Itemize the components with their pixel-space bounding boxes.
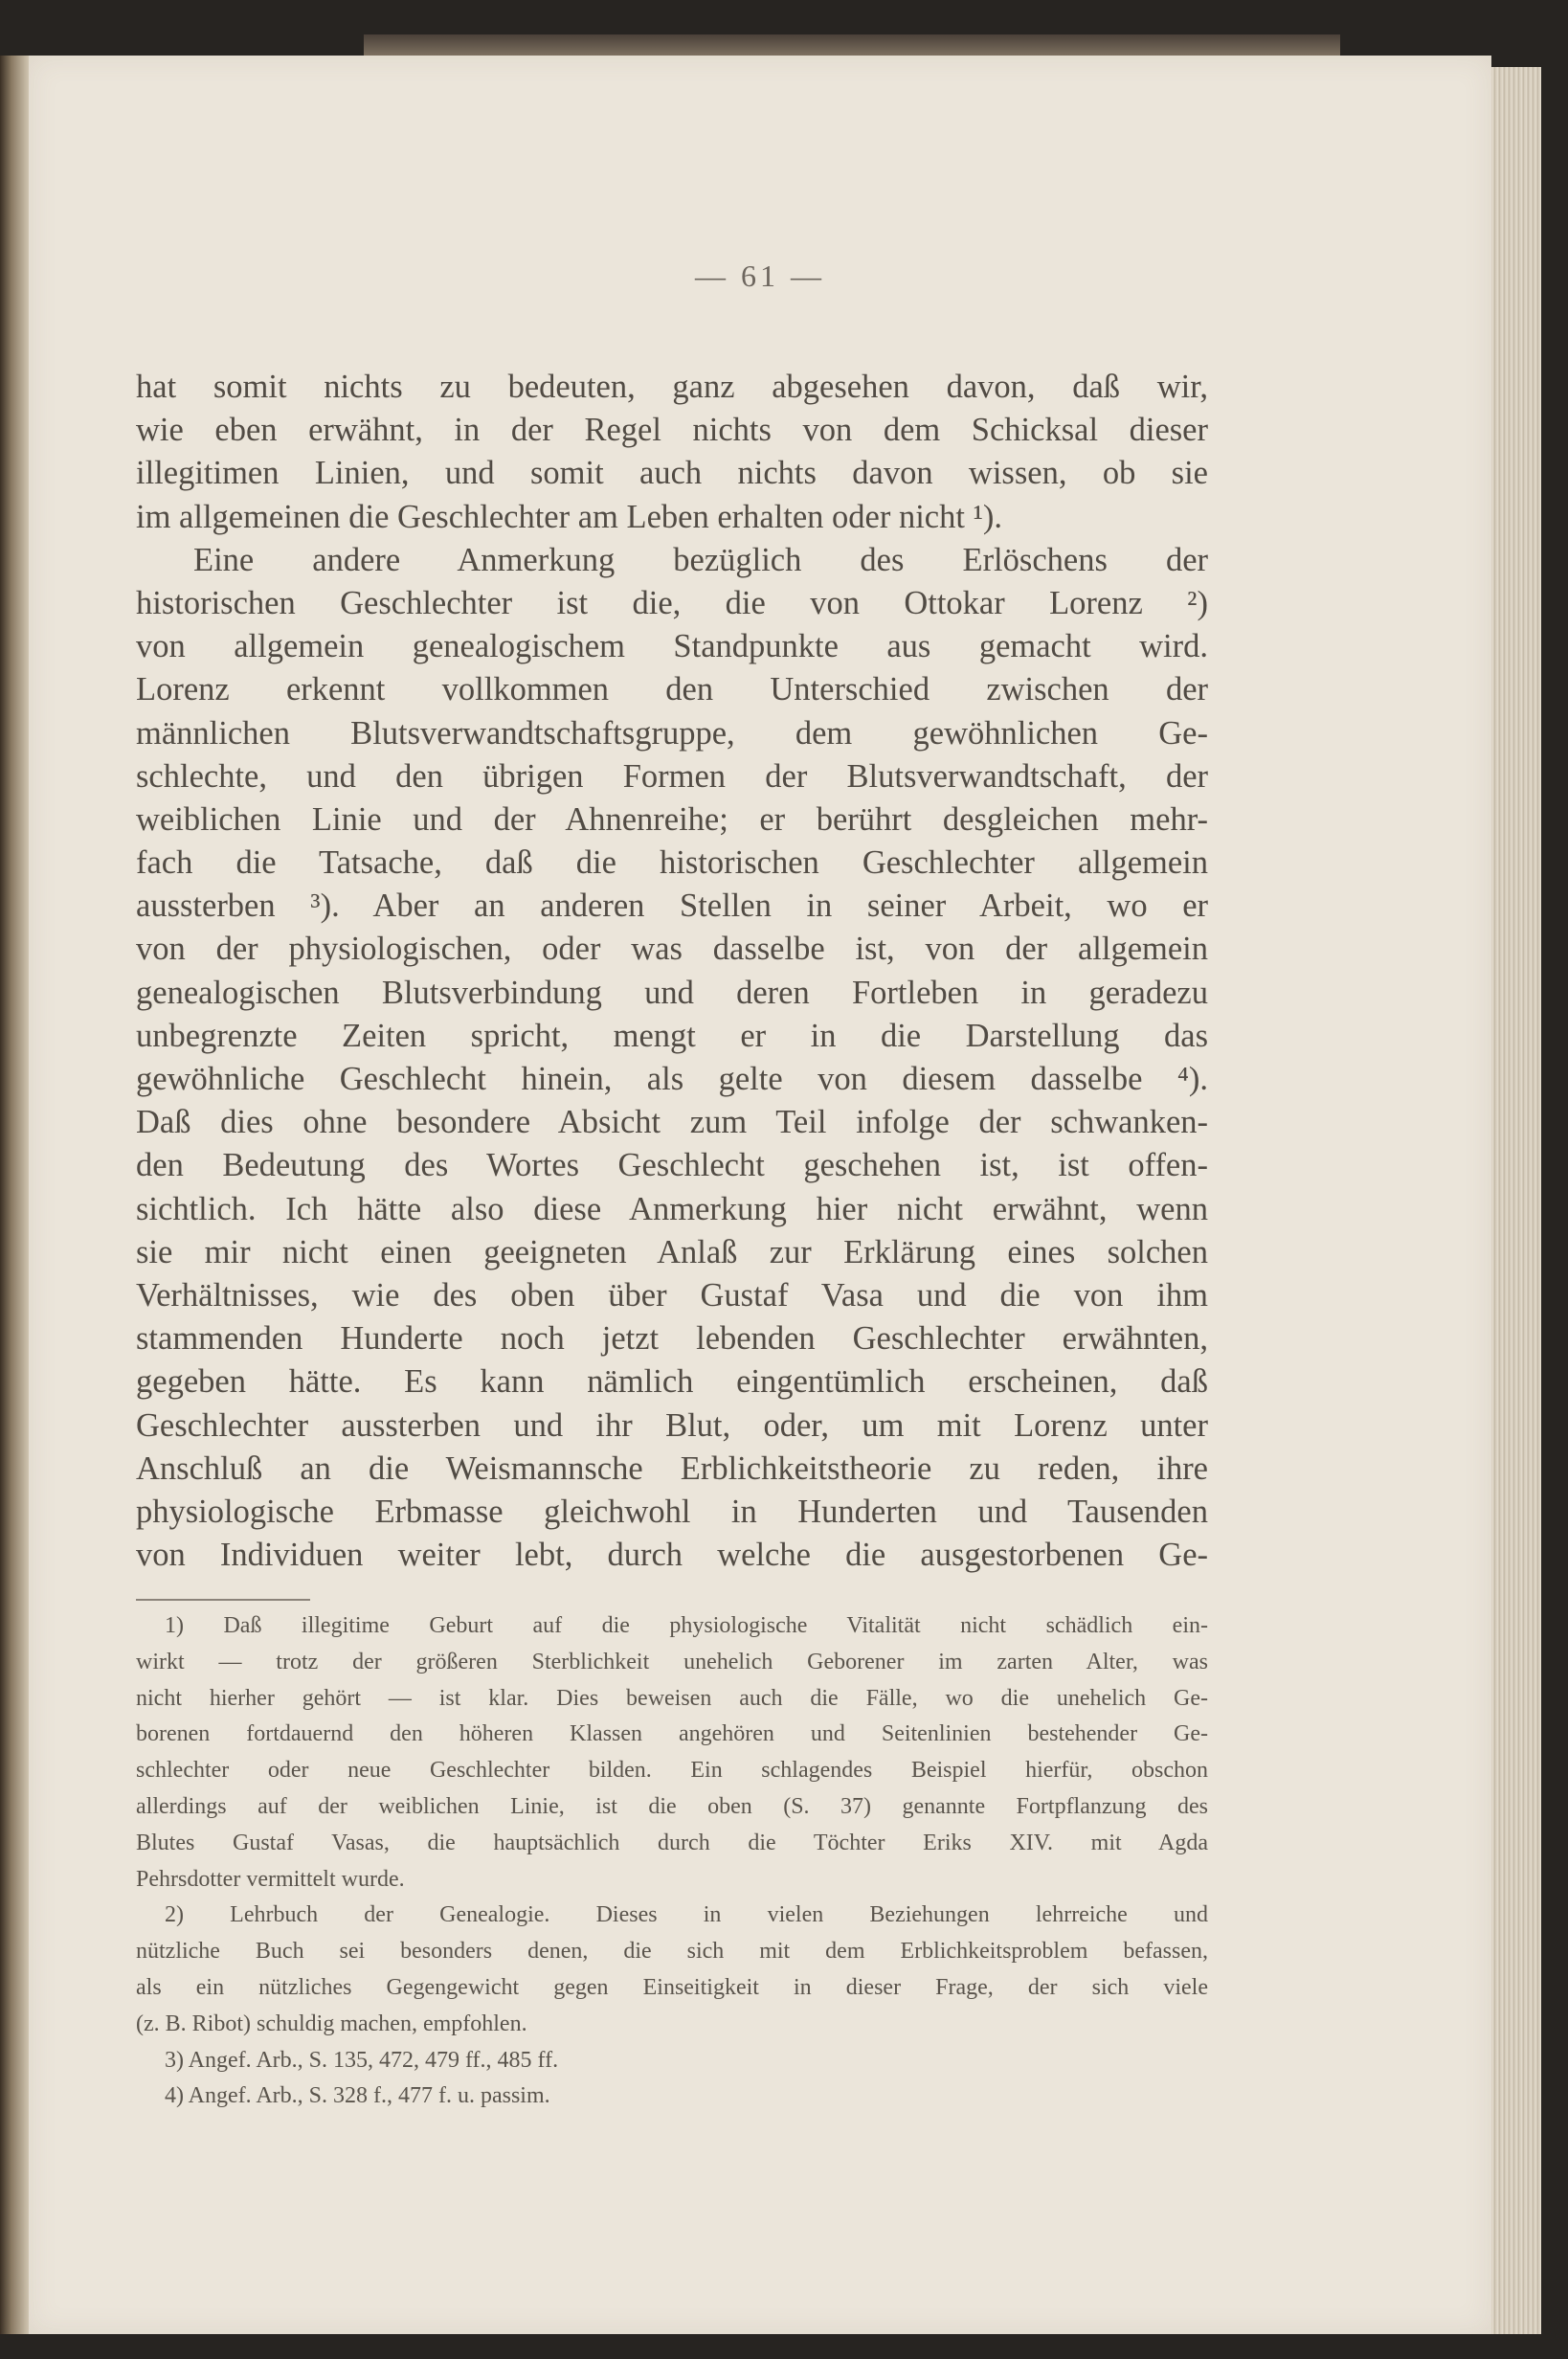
body-line: wie eben erwähnt, in der Regel nichts von dem Schicksal dieser bbox=[136, 412, 1208, 449]
book-page bbox=[29, 56, 1491, 2334]
footnote-divider bbox=[136, 1599, 310, 1601]
body-line: Lorenz erkennt vollkommen den Unterschied zwischen der bbox=[136, 671, 1208, 708]
footnotes bbox=[136, 1608, 1208, 2115]
body-line: Geschlechter aussterben und ihr Blut, oder, um mit Lorenz unter bbox=[136, 1406, 1208, 1444]
body-line: fach die Tatsache, daß die historischen Geschlechter allgemein bbox=[136, 844, 1208, 882]
body-line: sichtlich. Ich hätte also diese Anmerkung hier nicht erwähnt, wenn bbox=[136, 1190, 1208, 1227]
body-line: unbegrenzte Zeiten spricht, mengt er in die Darstellung das bbox=[136, 1017, 1208, 1054]
footnote-line: 2) Lehrbuch der Genealogie. Dieses in vielen Beziehungen lehrreiche und bbox=[165, 1902, 1208, 1928]
body-line: sie mir nicht einen geeigneten Anlaß zur Erklärung eines solchen bbox=[136, 1233, 1208, 1270]
body-line: genealogischen Blutsverbindung und deren Fortleben in geradezu bbox=[136, 974, 1208, 1011]
book-gutter bbox=[0, 56, 29, 2334]
body-line: von Individuen weiter lebt, durch welche die ausgestorbenen Ge- bbox=[136, 1537, 1208, 1574]
body-line: Verhältnisses, wie des oben über Gustaf Vasa und die von ihm bbox=[136, 1276, 1208, 1314]
footnote-line: 4) Angef. Arb., S. 328 f., 477 f. u. passim. bbox=[165, 2083, 550, 2109]
footnote-line: borenen fortdauernd den höheren Klassen angehören und Seitenlinien bestehender Ge- bbox=[136, 1721, 1208, 1747]
page-edges bbox=[1491, 67, 1541, 2334]
body-line: aussterben ³). Aber an anderen Stellen in seiner Arbeit, wo er bbox=[136, 887, 1208, 925]
body-line: Daß dies ohne besondere Absicht zum Teil infolge der schwanken- bbox=[136, 1104, 1208, 1141]
body-line: männlichen Blutsverwandtschaftsgruppe, dem gewöhnlichen Ge- bbox=[136, 714, 1208, 752]
page-number: — 61 — bbox=[695, 258, 825, 293]
body-line: physiologische Erbmasse gleichwohl in Hunderten und Tausenden bbox=[136, 1493, 1208, 1530]
body-text bbox=[136, 366, 1208, 1577]
book-top-edge bbox=[364, 34, 1340, 56]
body-line: Eine andere Anmerkung bezüglich des Erlöschens der bbox=[193, 541, 1208, 578]
footnote-line: wirkt — trotz der größeren Sterblichkeit unehelich Geborener im zarten Alter, was bbox=[136, 1649, 1208, 1674]
body-line: von allgemein genealogischem Standpunkte aus gemacht wird. bbox=[136, 628, 1208, 665]
footnote-line: Pehrsdotter vermittelt wurde. bbox=[136, 1866, 405, 1892]
footnote-line: nicht hierher gehört — ist klar. Dies beweisen auch die Fälle, wo die unehelich Ge- bbox=[136, 1685, 1208, 1711]
footnote-line: 3) Angef. Arb., S. 135, 472, 479 ff., 485 ff. bbox=[165, 2047, 559, 2073]
body-line: Anschluß an die Weismannsche Erblichkeitstheorie zu reden, ihre bbox=[136, 1449, 1208, 1487]
body-line: im allgemeinen die Geschlechter am Leben erhalten oder nicht ¹). bbox=[136, 498, 1003, 535]
footnote-line: schlechter oder neue Geschlechter bilden. Ein schlagendes Beispiel hierfür, obschon bbox=[136, 1758, 1208, 1784]
body-line: illegitimen Linien, und somit auch nichts davon wissen, ob sie bbox=[136, 455, 1208, 492]
body-line: stammenden Hunderte noch jetzt lebenden Geschlechter erwähnten, bbox=[136, 1320, 1208, 1358]
body-line: historischen Geschlechter ist die, die von Ottokar Lorenz ²) bbox=[136, 584, 1208, 621]
footnote-line: nützliche Buch sei besonders denen, die sich mit dem Erblichkeitsproblem befassen, bbox=[136, 1939, 1208, 1965]
footnote-line: (z. B. Ribot) schuldig machen, empfohlen. bbox=[136, 2011, 527, 2036]
footnote-line: als ein nützliches Gegengewicht gegen Einseitigkeit in dieser Frage, der sich viele bbox=[136, 1974, 1208, 2000]
footnote-line: 1) Daß illegitime Geburt auf die physiologische Vitalität nicht schädlich ein- bbox=[165, 1613, 1208, 1638]
body-line: gewöhnliche Geschlecht hinein, als gelte von diesem dasselbe ⁴). bbox=[136, 1061, 1208, 1097]
body-line: gegeben hätte. Es kann nämlich eingentümlich erscheinen, daß bbox=[136, 1363, 1208, 1401]
footnote-line: Blutes Gustaf Vasas, die hauptsächlich durch die Töchter Eriks XIV. mit Agda bbox=[136, 1830, 1208, 1855]
body-line: den Bedeutung des Wortes Geschlecht geschehen ist, ist offen- bbox=[136, 1147, 1208, 1184]
footnote-line: allerdings auf der weiblichen Linie, ist die oben (S. 37) genannte Fortpflanzung des bbox=[136, 1793, 1208, 1819]
body-line: schlechte, und den übrigen Formen der Blutsverwandtschaft, der bbox=[136, 757, 1208, 795]
body-line: von der physiologischen, oder was dasselbe ist, von der allgemein bbox=[136, 931, 1208, 968]
body-line: weiblichen Linie und der Ahnenreihe; er berührt desgleichen mehr- bbox=[136, 800, 1208, 838]
body-line: hat somit nichts zu bedeuten, ganz abgesehen davon, daß wir, bbox=[136, 369, 1208, 405]
